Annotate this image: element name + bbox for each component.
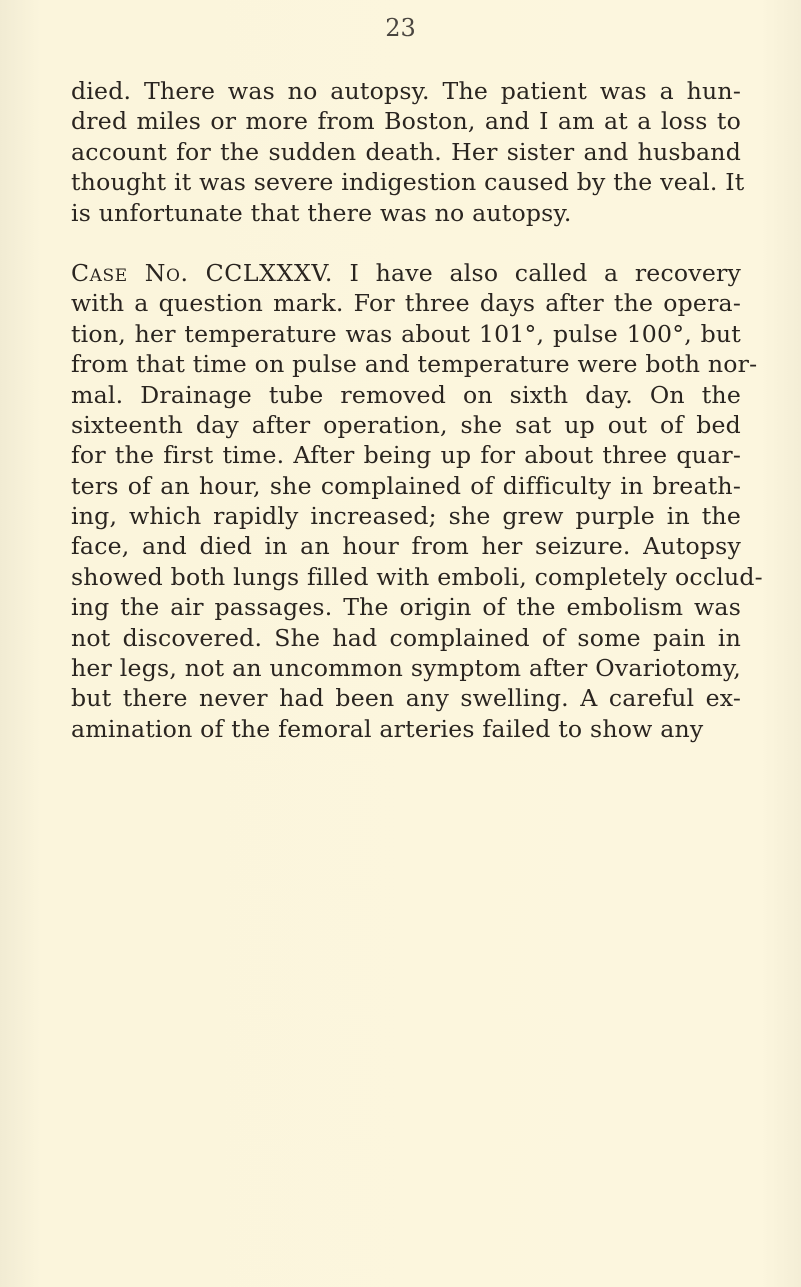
text-line: showed both lungs filled with emboli, completely occlud- bbox=[71, 562, 763, 591]
paragraph-gap bbox=[71, 228, 741, 258]
text-line: is unfortunate that there was no autopsy. bbox=[71, 198, 572, 227]
text-line: but there never had been any swelling. A careful ex- bbox=[71, 684, 741, 713]
page-number: 23 bbox=[385, 14, 416, 42]
case-intro-text: I have also called a recovery bbox=[332, 258, 741, 287]
text-line: thought it was severe indigestion caused by the veal. It bbox=[71, 168, 745, 197]
paragraph-2 bbox=[71, 258, 763, 744]
text-line: her legs, not an uncommon symptom after Ovariotomy, bbox=[71, 654, 741, 683]
text-line: ing, which rapidly increased; she grew purple in the bbox=[71, 502, 741, 531]
text-line: tion, her temperature was about 101°, pulse 100°, but bbox=[71, 319, 741, 348]
text-line: sixteenth day after operation, she sat up out of bed bbox=[71, 410, 741, 439]
text-line: with a question mark. For three days after the opera- bbox=[71, 289, 741, 318]
paragraph-1 bbox=[71, 76, 745, 228]
text-line: account for the sudden death. Her sister and husband bbox=[71, 137, 741, 166]
text-line: amination of the femoral arteries failed to show any bbox=[71, 714, 704, 743]
text-line: ing the air passages. The origin of the embolism was bbox=[71, 593, 741, 622]
body-text bbox=[71, 76, 763, 744]
text-line: from that time on pulse and temperature were both nor- bbox=[71, 350, 758, 379]
text-line: mal. Drainage tube removed on sixth day. On the bbox=[71, 380, 741, 409]
text-line: died. There was no autopsy. The patient was a hun- bbox=[71, 77, 741, 105]
text-line bbox=[71, 258, 741, 288]
text-line: face, and died in an hour from her seizure. Autopsy bbox=[71, 532, 741, 561]
case-label: Case No. CCLXXXV. bbox=[71, 258, 333, 287]
text-line: dred miles or more from Boston, and I am at a loss to bbox=[71, 107, 741, 136]
text-line: not discovered. She had complained of some pain in bbox=[71, 623, 741, 652]
text-line: ters of an hour, she complained of difficulty in breath- bbox=[71, 471, 741, 500]
text-line: for the first time. After being up for about three quar- bbox=[71, 441, 741, 470]
